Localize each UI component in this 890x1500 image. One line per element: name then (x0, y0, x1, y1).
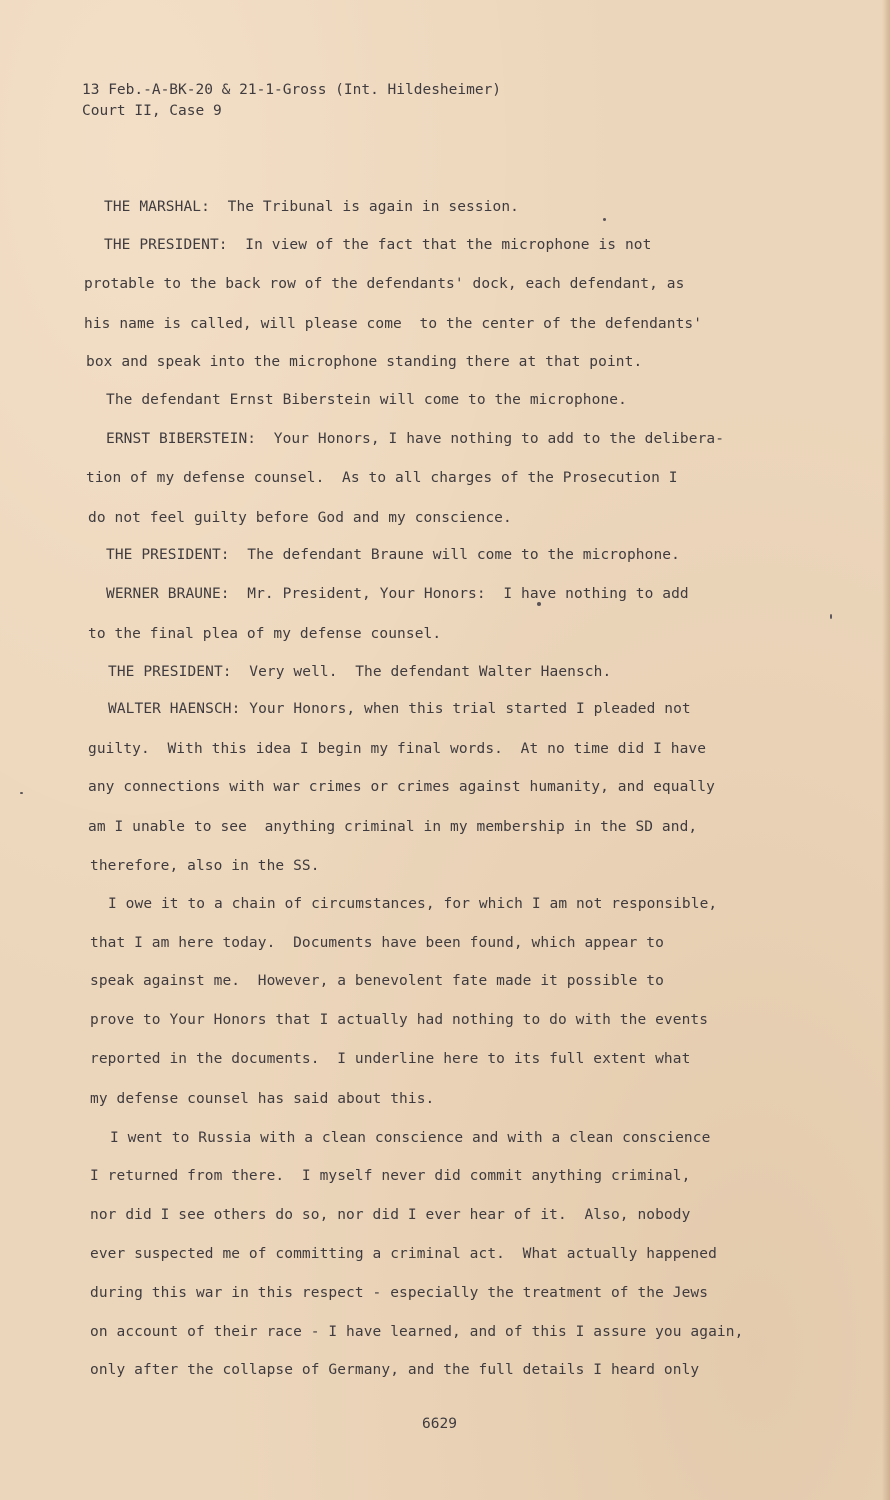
transcript-line: The defendant Ernst Biberstein will come to the microphone. (106, 392, 627, 408)
transcript-line: guilty. With this idea I begin my final words. At no time did I have (88, 741, 707, 757)
transcript-line: am I unable to see anything criminal in my membership in the SD and, (88, 819, 698, 835)
header-court-case: Court II, Case 9 (82, 103, 222, 119)
paper-speck (830, 614, 832, 619)
transcript-line: during this war in this respect - especially the treatment of the Jews (90, 1285, 709, 1301)
transcript-line: my defense counsel has said about this. (90, 1091, 435, 1107)
transcript-line: WALTER HAENSCH: Your Honors, when this trial started I pleaded not (108, 701, 691, 717)
paper-edge-shadow (882, 0, 890, 1500)
header-case-reference: 13 Feb.-A-BK-20 & 21-1-Gross (Int. Hildesheimer) (82, 82, 502, 98)
transcript-line: only after the collapse of Germany, and the full details I heard only (90, 1362, 700, 1378)
transcript-line: reported in the documents. I underline here to its full extent what (90, 1051, 691, 1067)
transcript-line: his name is called, will please come to the center of the defendants' (84, 316, 703, 332)
transcript-line: prove to Your Honors that I actually had nothing to do with the events (90, 1012, 709, 1028)
paper-speck (537, 602, 541, 606)
transcript-line: tion of my defense counsel. As to all charges of the Prosecution I (86, 470, 678, 486)
transcript-line: I went to Russia with a clean conscience and with a clean conscience (110, 1130, 711, 1146)
transcript-line: box and speak into the microphone standing there at that point. (86, 354, 643, 370)
transcript-line: THE PRESIDENT: The defendant Braune will come to the microphone. (106, 547, 680, 563)
transcript-line: ERNST BIBERSTEIN: Your Honors, I have nothing to add to the delibera- (106, 431, 725, 447)
transcript-line: do not feel guilty before God and my conscience. (88, 510, 512, 526)
paper-speck (20, 792, 23, 794)
transcript-line: therefore, also in the SS. (90, 858, 320, 874)
transcript-line: THE PRESIDENT: Very well. The defendant Walter Haensch. (108, 664, 612, 680)
transcript-line: THE MARSHAL: The Tribunal is again in session. (104, 199, 519, 215)
transcript-line: speak against me. However, a benevolent fate made it possible to (90, 973, 664, 989)
transcript-line: ever suspected me of committing a criminal act. What actually happened (90, 1246, 717, 1262)
transcript-line: that I am here today. Documents have been found, which appear to (90, 935, 664, 951)
transcript-line: nor did I see others do so, nor did I ever hear of it. Also, nobody (90, 1207, 691, 1223)
document-header (82, 80, 501, 122)
transcript-line: I returned from there. I myself never did commit anything criminal, (90, 1168, 691, 1184)
page-number: 6629 (422, 1416, 457, 1432)
transcript-line: to the final plea of my defense counsel. (88, 626, 442, 642)
paper-speck (603, 218, 606, 221)
transcript-line: THE PRESIDENT: In view of the fact that the microphone is not (104, 237, 652, 253)
transcript-line: WERNER BRAUNE: Mr. President, Your Honors: I have nothing to add (106, 586, 689, 602)
transcript-line: I owe it to a chain of circumstances, for which I am not responsible, (108, 896, 718, 912)
transcript-line: on account of their race - I have learned, and of this I assure you again, (90, 1324, 744, 1340)
transcript-line: protable to the back row of the defendants' dock, each defendant, as (84, 276, 685, 292)
transcript-line: any connections with war crimes or crimes against humanity, and equally (88, 779, 715, 795)
